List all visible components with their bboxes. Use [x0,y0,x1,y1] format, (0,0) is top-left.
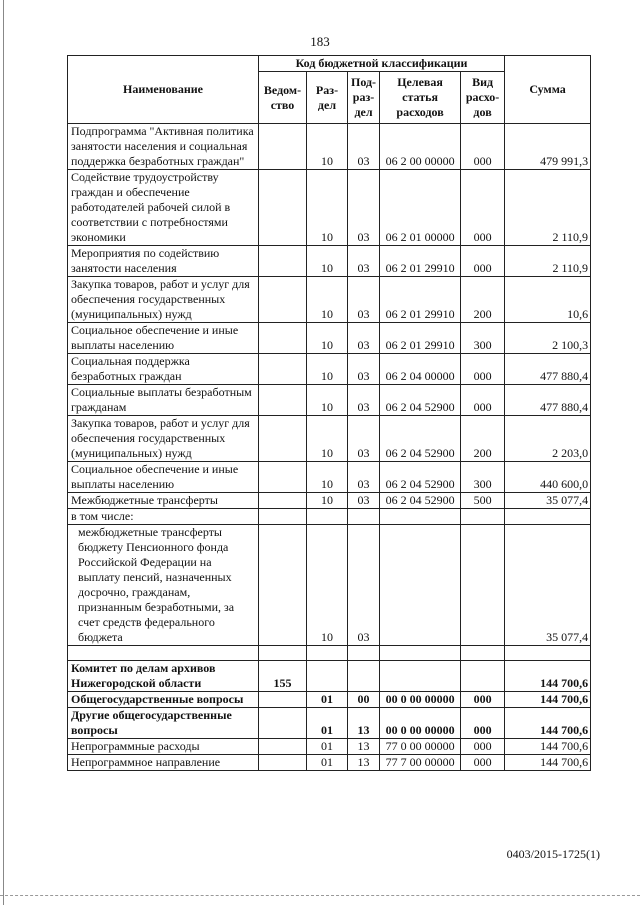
cell-podrazdel: 00 [348,692,380,708]
cell-razdel: 10 [307,246,348,277]
cell-target-article: 06 2 01 29910 [380,277,461,323]
cell-vedomstvo [259,509,307,525]
cell-name: Другие общегосударственные вопросы [68,708,259,739]
cell-expense-type: 000 [461,708,505,739]
cell-podrazdel: 13 [348,739,380,755]
cell-expense-type [461,525,505,646]
cell-podrazdel: 03 [348,493,380,509]
table-row [68,354,591,385]
header-podrazdel: Под-раз-дел [348,72,380,124]
table-body [68,124,591,771]
cell-sum: 144 700,6 [505,661,591,692]
cell-sum: 477 880,4 [505,354,591,385]
cell-podrazdel: 03 [348,323,380,354]
table-row [68,755,591,771]
cell-sum: 440 600,0 [505,462,591,493]
cell-name [68,646,259,661]
cell-expense-type [461,646,505,661]
cell-target-article: 06 2 04 52900 [380,385,461,416]
cell-razdel [307,661,348,692]
cell-expense-type: 200 [461,416,505,462]
table-row [68,416,591,462]
cell-target-article [380,661,461,692]
cell-vedomstvo [259,493,307,509]
cell-name: Комитет по делам архивов Нижегородской области [68,661,259,692]
cell-sum [505,509,591,525]
cell-podrazdel: 03 [348,462,380,493]
bottom-rule [0,895,640,896]
cell-expense-type: 300 [461,323,505,354]
cell-target-article: 77 7 00 00000 [380,755,461,771]
cell-vedomstvo [259,385,307,416]
header-budget-classification: Код бюджетной классификации [259,56,505,72]
cell-vedomstvo [259,277,307,323]
cell-sum: 479 991,3 [505,124,591,170]
cell-expense-type: 200 [461,277,505,323]
table-row [68,646,591,661]
cell-razdel: 10 [307,493,348,509]
table-row [68,170,591,246]
cell-sum: 477 880,4 [505,385,591,416]
cell-name: Непрограммное направление [68,755,259,771]
header-target-article: Целевая статья расходов [380,72,461,124]
cell-sum: 2 110,9 [505,246,591,277]
cell-target-article: 06 2 04 00000 [380,354,461,385]
cell-razdel: 10 [307,277,348,323]
table-row [68,692,591,708]
budget-table [67,55,591,771]
cell-podrazdel [348,646,380,661]
cell-razdel [307,509,348,525]
cell-sum: 144 700,6 [505,739,591,755]
cell-razdel: 10 [307,525,348,646]
cell-podrazdel: 03 [348,277,380,323]
cell-vedomstvo [259,646,307,661]
cell-name: межбюджетные трансферты бюджету Пенсионного фонда Российской Федерации на выплату пенсий, назначенных досрочно, гражданам, признанным безработными, за счет средств федерального бюджета [68,525,259,646]
page-number: 183 [310,34,330,49]
cell-expense-type: 000 [461,170,505,246]
cell-target-article: 06 2 01 29910 [380,323,461,354]
cell-name: Социальная поддержка безработных граждан [68,354,259,385]
cell-podrazdel: 13 [348,708,380,739]
document-code: 0403/2015-1725(1) [506,847,600,861]
cell-name: Межбюджетные трансферты [68,493,259,509]
cell-vedomstvo [259,708,307,739]
cell-vedomstvo: 155 [259,661,307,692]
table-row [68,323,591,354]
cell-expense-type [461,661,505,692]
cell-vedomstvo [259,525,307,646]
cell-razdel: 01 [307,755,348,771]
cell-podrazdel: 03 [348,416,380,462]
cell-expense-type: 000 [461,755,505,771]
header-vedomstvo: Ведом-ство [259,72,307,124]
cell-name: Непрограммные расходы [68,739,259,755]
cell-name: Содействие трудоустройству граждан и обеспечение работодателей рабочей силой в соответствии с потребностями экономики [68,170,259,246]
cell-target-article [380,525,461,646]
cell-vedomstvo [259,755,307,771]
cell-name: Социальное обеспечение и иные выплаты населению [68,462,259,493]
table-row [68,525,591,646]
cell-razdel: 01 [307,739,348,755]
cell-razdel: 10 [307,354,348,385]
table-row [68,246,591,277]
cell-vedomstvo [259,170,307,246]
cell-target-article: 06 2 04 52900 [380,493,461,509]
cell-podrazdel: 13 [348,755,380,771]
cell-expense-type: 000 [461,124,505,170]
cell-sum: 2 203,0 [505,416,591,462]
cell-sum [505,646,591,661]
table-row [68,509,591,525]
cell-vedomstvo [259,124,307,170]
cell-vedomstvo [259,692,307,708]
cell-target-article: 00 0 00 00000 [380,708,461,739]
cell-name: Закупка товаров, работ и услуг для обеспечения государственных (муниципальных) нужд [68,277,259,323]
cell-name: Общегосударственные вопросы [68,692,259,708]
header-razdel: Раз-дел [307,72,348,124]
cell-razdel: 10 [307,416,348,462]
cell-target-article: 06 2 01 00000 [380,170,461,246]
cell-target-article: 06 2 01 29910 [380,246,461,277]
cell-target-article: 00 0 00 00000 [380,692,461,708]
cell-vedomstvo [259,246,307,277]
table-row [68,385,591,416]
cell-expense-type: 000 [461,246,505,277]
cell-vedomstvo [259,462,307,493]
cell-name: в том числе: [68,509,259,525]
cell-podrazdel: 03 [348,385,380,416]
table-row [68,493,591,509]
cell-sum: 144 700,6 [505,692,591,708]
cell-sum: 10,6 [505,277,591,323]
cell-name: Закупка товаров, работ и услуг для обеспечения государственных (муниципальных) нужд [68,416,259,462]
cell-target-article: 06 2 04 52900 [380,416,461,462]
cell-vedomstvo [259,354,307,385]
cell-podrazdel: 03 [348,170,380,246]
cell-expense-type: 000 [461,692,505,708]
cell-expense-type: 000 [461,385,505,416]
cell-podrazdel [348,661,380,692]
cell-name: Социальные выплаты безработным гражданам [68,385,259,416]
cell-expense-type: 300 [461,462,505,493]
cell-sum: 35 077,4 [505,525,591,646]
cell-expense-type [461,509,505,525]
cell-razdel: 10 [307,170,348,246]
header-name: Наименование [68,56,259,124]
cell-razdel: 10 [307,462,348,493]
cell-podrazdel: 03 [348,525,380,646]
cell-name: Социальное обеспечение и иные выплаты населению [68,323,259,354]
cell-expense-type: 000 [461,354,505,385]
cell-sum: 2 110,9 [505,170,591,246]
cell-razdel [307,646,348,661]
table-row [68,277,591,323]
table-row [68,739,591,755]
cell-podrazdel: 03 [348,354,380,385]
cell-razdel: 10 [307,385,348,416]
table-row [68,708,591,739]
header-expense-type: Вид расхо-дов [461,72,505,124]
left-margin-rule [3,0,4,905]
cell-razdel: 10 [307,323,348,354]
cell-sum: 35 077,4 [505,493,591,509]
cell-target-article: 06 2 00 00000 [380,124,461,170]
cell-razdel: 01 [307,708,348,739]
cell-sum: 2 100,3 [505,323,591,354]
cell-expense-type: 000 [461,739,505,755]
table-row [68,124,591,170]
table-row [68,462,591,493]
header-sum: Сумма [505,56,591,124]
cell-podrazdel: 03 [348,246,380,277]
cell-name: Мероприятия по содействию занятости населения [68,246,259,277]
table-row [68,661,591,692]
cell-razdel: 10 [307,124,348,170]
cell-podrazdel: 03 [348,124,380,170]
cell-sum: 144 700,6 [505,708,591,739]
cell-expense-type: 500 [461,493,505,509]
cell-target-article [380,509,461,525]
cell-vedomstvo [259,416,307,462]
cell-target-article: 06 2 04 52900 [380,462,461,493]
cell-target-article: 77 0 00 00000 [380,739,461,755]
cell-podrazdel [348,509,380,525]
cell-name: Подпрограмма "Активная политика занятости населения и социальная поддержка безработных граждан" [68,124,259,170]
cell-vedomstvo [259,323,307,354]
cell-sum: 144 700,6 [505,755,591,771]
cell-razdel: 01 [307,692,348,708]
cell-vedomstvo [259,739,307,755]
cell-target-article [380,646,461,661]
